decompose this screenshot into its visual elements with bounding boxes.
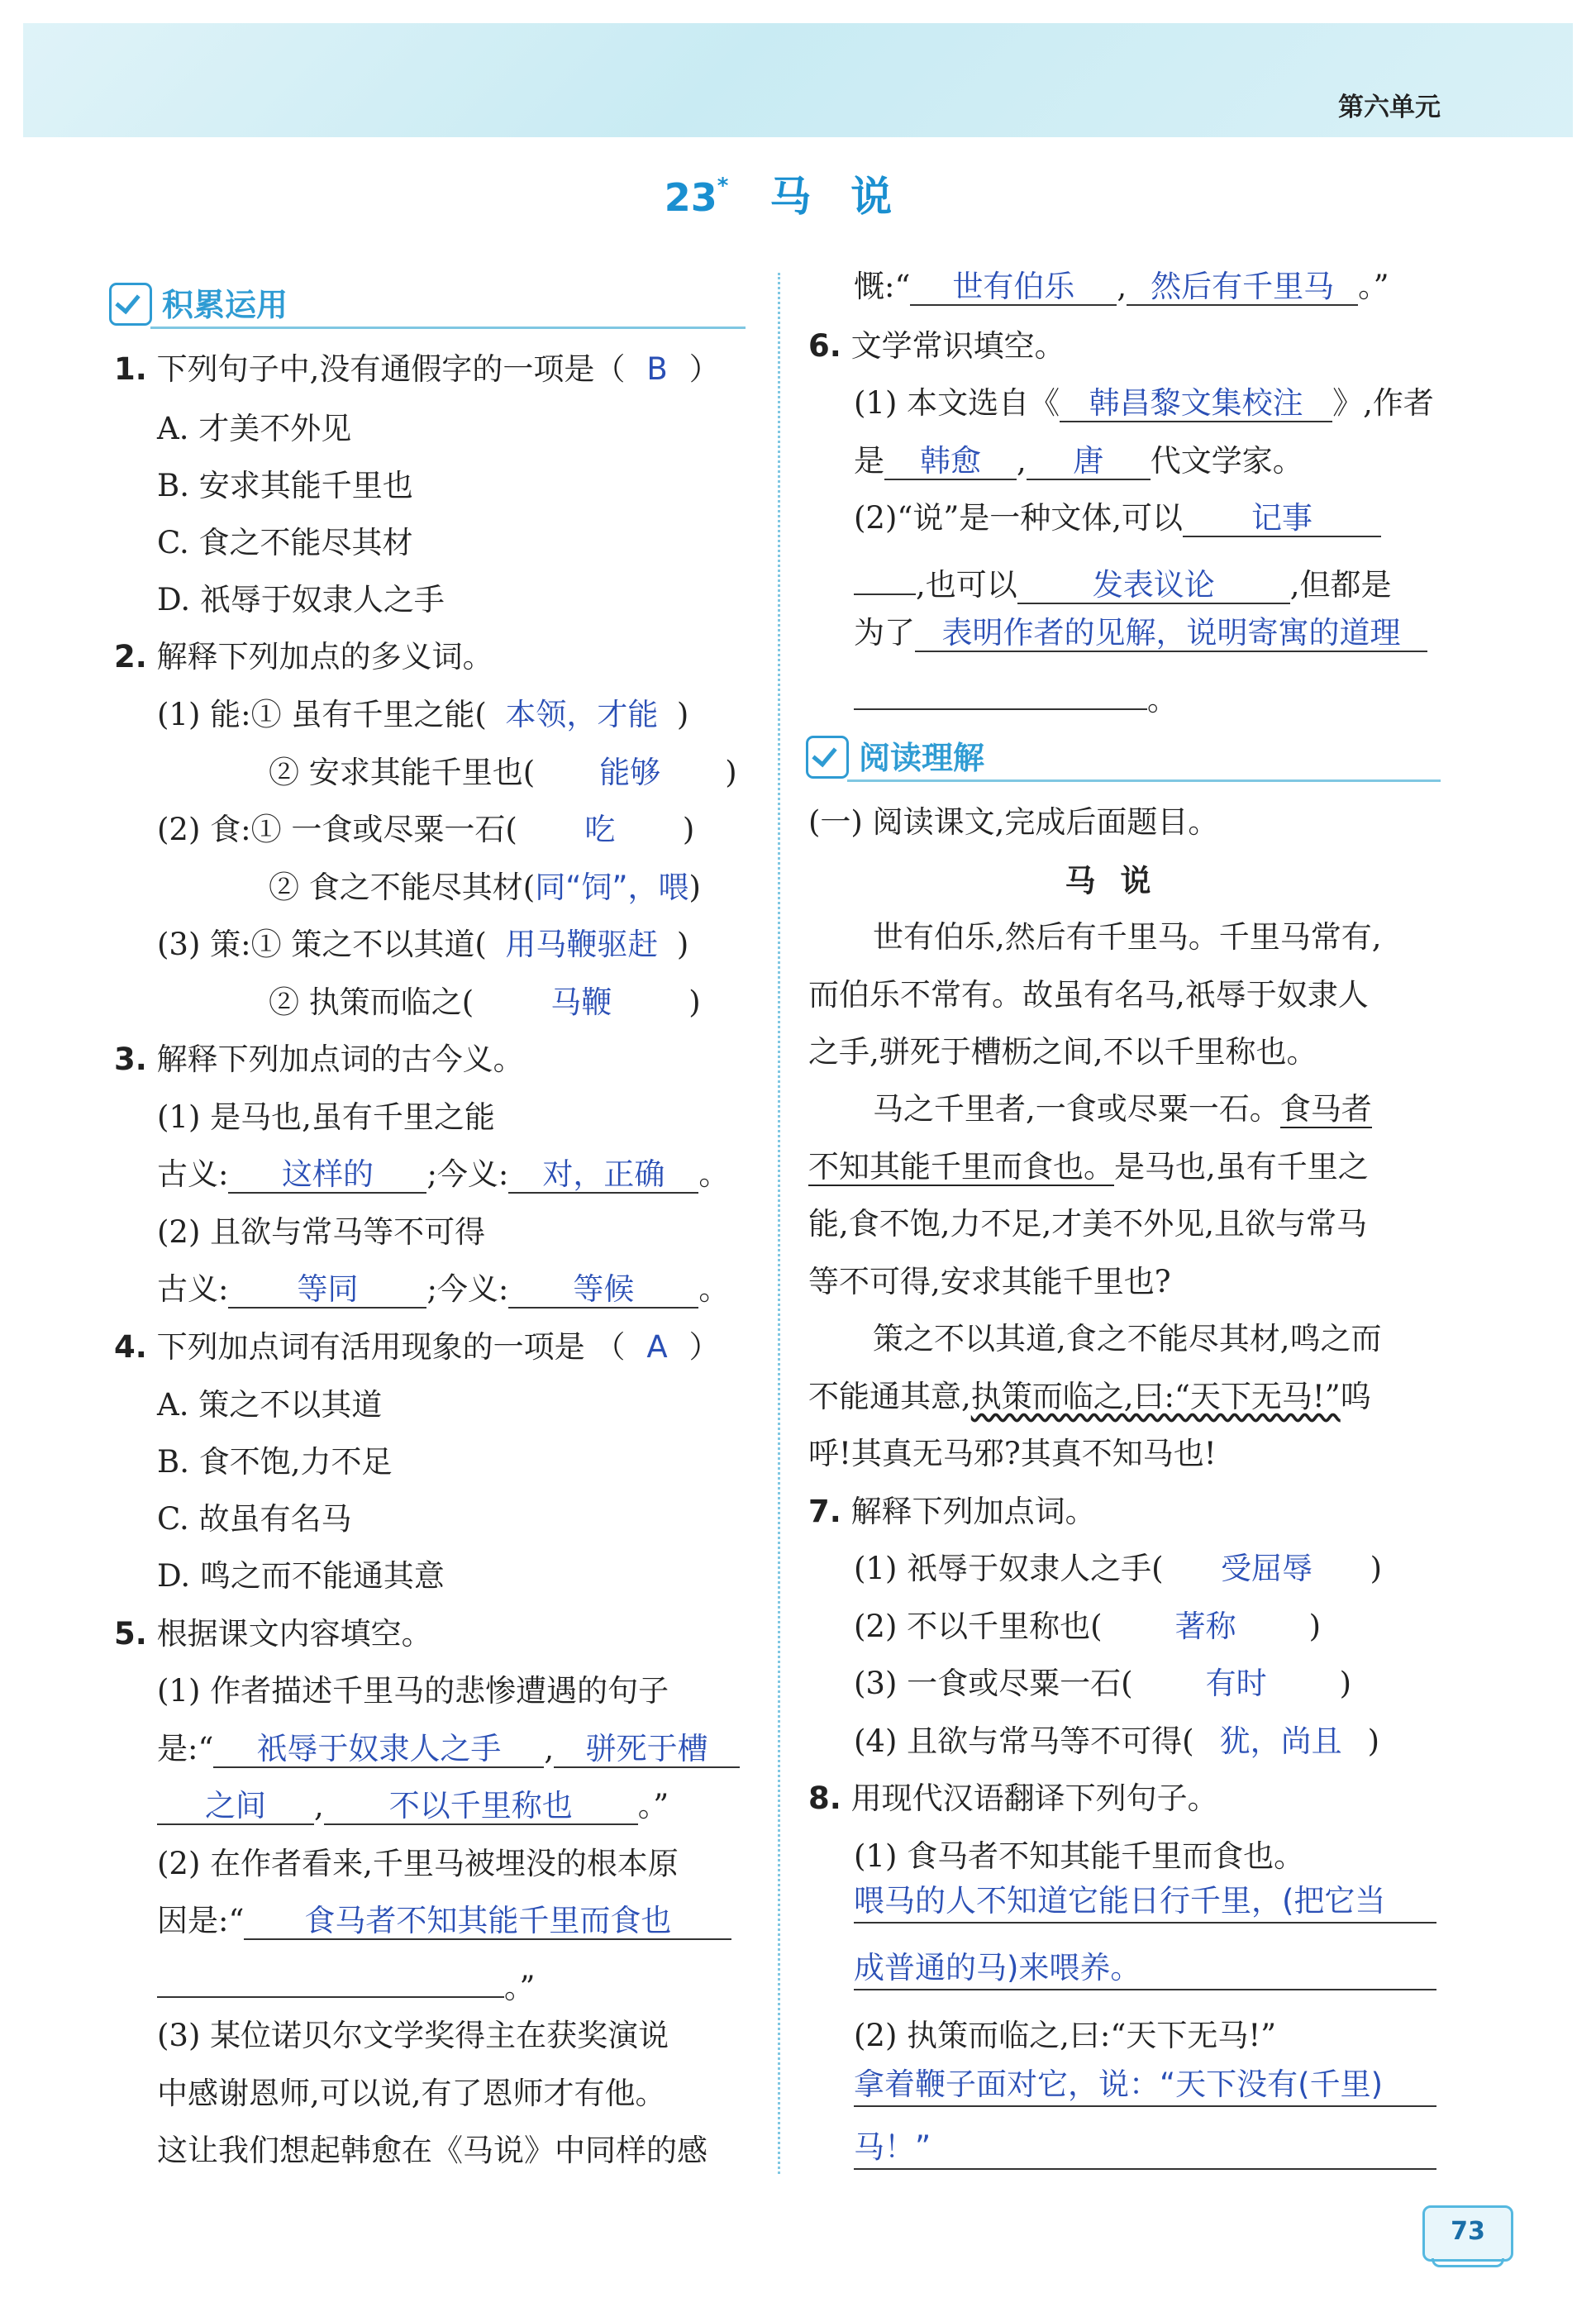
lesson-title-text: 马说 [769,173,932,221]
passage-line: 之手,骈死于槽枥之间,不以千里称也。 [808,1034,1317,1070]
q6-stem: 6. 文学常识填空。 [808,328,1065,364]
q5-p1-line2: 是:“ 祇辱于奴隶人之手 , 骈死于槽 [157,1728,740,1770]
q8-answer-1a: 喂马的人不知道它能日行千里，(把它当 [854,1881,1436,1923]
q5-p3-line1: (3) 某位诺贝尔文学奖得主在获奖演说 [157,2018,669,2053]
q5-p3-line4: 慨:“ 世有伯乐 , 然后有千里马 。” [854,266,1389,307]
page-number: 73 [1422,2205,1513,2262]
lesson-number: 23 [664,175,717,220]
passage-line: 世有伯乐,然后有千里马。千里马常有, [873,919,1382,955]
section-title: 阅读理解 [859,740,985,776]
checkbox-icon [806,736,849,779]
passage-line: 能,食不饱,力不足,才美不外见,且欲与常马 [808,1206,1368,1242]
q6-line3: (2)“说”是一种文体,可以 记事 [854,498,1381,539]
section-rule [150,327,746,329]
column-divider [778,273,780,2174]
q6-line5: 为了 表明作者的见解，说明寄寓的道理 [854,613,1427,654]
q1-option-d: D. 祇辱于奴隶人之手 [157,582,445,617]
section-title: 积累运用 [162,287,288,323]
q2-row-6: ② 执策而临之( 马鞭 ) [269,984,701,1020]
reading-intro: (一) 阅读课文,完成后面题目。 [808,804,1219,840]
lesson-title [0,164,1596,223]
q2-row-5: (3) 策:① 策之不以其道( 用马鞭驱赶 ) [157,927,689,962]
passage-line: 马之千里者,一食或尽粟一石。食马者 [873,1091,1372,1127]
q6-line6: 。 [854,670,1178,721]
q2-row-4: ② 食之不能尽其材(同“饲”，喂) [269,870,701,905]
section-accumulation [109,279,746,332]
q1-option-a: A. 才美不外见 [157,411,352,446]
passage-line: 呼!其真无马邪?其真不知马也! [808,1436,1217,1471]
q2-row-3: (2) 食:① 一食或尽粟一石( 吃 ) [157,812,695,847]
q3-answer-2: 古义: 等同 ;今义: 等候 。 [157,1269,729,1310]
q7-row-2: (2) 不以千里称也( 著称 ) [854,1609,1322,1644]
q1-option-b: B. 安求其能千里也 [157,468,413,503]
passage-line: 等不可得,安求其能千里也? [808,1264,1171,1299]
q7-row-3: (3) 一食或尽粟一石( 有时 ) [854,1666,1352,1701]
q8-sentence-1: (1) 食马者不知其能千里而食也。 [854,1838,1305,1874]
q4-option-b: B. 食不饱,力不足 [157,1444,393,1480]
q8-answer-2b: 马！” [854,2127,1436,2170]
q8-stem: 8. 用现代汉语翻译下列句子。 [808,1780,1218,1816]
q4-option-d: D. 鸣之而不能通其意 [157,1558,445,1594]
q1-option-c: C. 食之不能尽其材 [157,525,413,560]
q3-stem: 3. 解释下列加点词的古今义。 [114,1042,524,1077]
passage-line: 策之不以其道,食之不能尽其材,鸣之而 [873,1321,1382,1356]
checkbox-icon [109,283,152,326]
q7-row-1: (1) 祇辱于奴隶人之手( 受屈辱 ) [854,1551,1383,1586]
passage-line: 不能通其意,执策而临之,曰:“天下无马!”呜 [808,1379,1371,1414]
q5-p1-line1: (1) 作者描述千里马的悲惨遭遇的句子 [157,1673,669,1709]
q6-line2: 是 韩愈 , 唐 代文学家。 [854,441,1303,482]
passage-line: 不知其能千里而食也。是马也,虽有千里之 [808,1149,1369,1185]
q2-row-2: ② 安求其能千里也( 能够 ) [269,755,737,790]
q5-p2-line2: 因是:“ 食马者不知其能千里而食也 [157,1900,731,1942]
passage-line: 而伯乐不常有。故虽有名马,祇辱于奴隶人 [808,977,1369,1013]
q6-line4: ,也可以 发表议论 ,但都是 [854,555,1392,606]
q4-answer: A [646,1329,668,1365]
q4-option-c: C. 故虽有名马 [157,1501,352,1537]
section-reading [806,732,1442,785]
q4-option-a: A. 策之不以其道 [157,1387,383,1423]
q2-row-1: (1) 能:① 虽有千里之能( 本领，才能 ) [157,697,689,732]
q7-stem: 7. 解释下列加点词。 [808,1494,1096,1529]
q5-p3-line2: 中感谢恩师,可以说,有了恩师才有他。 [157,2076,666,2111]
q2-stem: 2. 解释下列加点的多义词。 [114,639,493,675]
unit-label: 第六单元 [1338,93,1441,122]
q8-answer-1b: 成普通的马)来喂养。 [854,1947,1436,1990]
q8-answer-2a: 拿着鞭子面对它，说：“天下没有(千里) [854,2064,1436,2107]
q3-answer-1: 古义: 这样的 ;今义: 对，正确 。 [157,1154,729,1195]
q4-stem: 4. 下列加点词有活用现象的一项是 （ A ） [114,1329,720,1365]
q3-sentence-2: (2) 且欲与常马等不可得 [157,1214,486,1250]
q3-sentence-1: (1) 是马也,虽有千里之能 [157,1099,495,1135]
q5-stem: 5. 根据课文内容填空。 [114,1616,432,1652]
q6-line1: (1) 本文选自《 韩昌黎文集校注 》,作者 [854,383,1434,424]
q1-stem: 1. 下列句子中,没有通假字的一项是（ B ） [114,351,720,387]
q5-p2-line3: 。” [157,1958,535,2009]
q8-sentence-2: (2) 执策而临之,曰:“天下无马!” [854,2018,1277,2053]
q5-p3-line3: 这让我们想起韩愈在《马说》中同样的感 [157,2133,707,2168]
q1-answer: B [646,351,668,387]
passage-title: 马说 [1065,862,1176,899]
section-rule [847,779,1441,782]
q7-row-4: (4) 且欲与常马等不可得( 犹，尚且 ) [854,1723,1380,1759]
q5-p2-line1: (2) 在作者看来,千里马被埋没的根本原 [157,1846,679,1881]
optional-star: * [717,174,729,198]
q5-p1-line3: 之间 , 不以千里称也 。” [157,1785,669,1827]
